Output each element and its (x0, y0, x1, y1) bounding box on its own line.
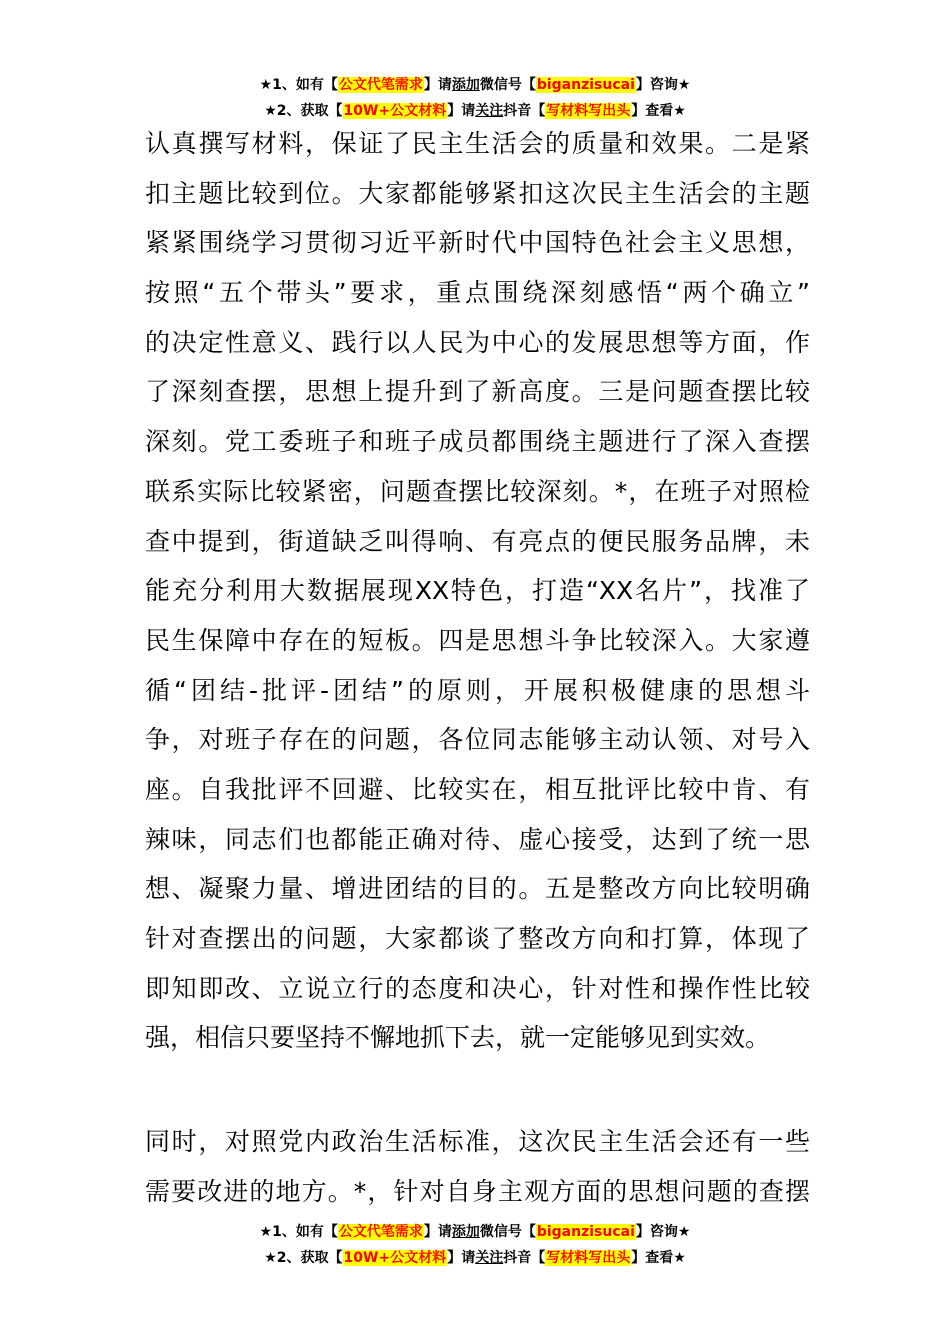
text-line: 辣味，同志们也都能正确对待、虚心接受，达到了统一思 (145, 824, 810, 854)
banner-line-1: ★1、如有【公文代笔需求】请添加微信号【biganzisucai】咨询★ (259, 1224, 691, 1240)
text-line: 即知即改、立说立行的态度和决心，针对性和操作性比较 (145, 973, 810, 1003)
banner-line-2: ★2、获取【10W+公文材料】请关注抖音【写材料写出头】查看★ (264, 1250, 686, 1266)
header-banner (0, 72, 950, 124)
star-icon: ★ (673, 1250, 686, 1266)
text-line: 扣主题比较到位。大家都能够紧扣这次民主生活会的主题 (145, 178, 810, 208)
text-line: 针对查摆出的问题，大家都谈了整改方向和打算，体现了 (145, 924, 810, 953)
star-icon: ★ (677, 77, 691, 93)
highlight-wechat-id: biganzisucai (536, 77, 635, 93)
text-line: 座。自我批评不回避、比较实在，相互批评比较中肯、有 (145, 774, 810, 804)
paragraph-1 (145, 119, 810, 1063)
highlight-materials: 10W+公文材料 (343, 103, 447, 119)
text-line: 了深刻查摆，思想上提升到了新高度。三是问题查摆比较 (145, 377, 810, 407)
text-line: 联系实际比较紧密，问题查摆比较深刻。*，在班子对照检 (145, 476, 810, 506)
footer-banner (0, 1219, 950, 1271)
text-line: 想、凝聚力量、增进团结的目的。五是整改方向比较明确 (145, 874, 810, 904)
highlight-writing-service: 公文代笔需求 (338, 1224, 423, 1240)
text-line: 争，对班子存在的问题，各位同志能够主动认领、对号入 (145, 725, 810, 755)
highlight-wechat-id: biganzisucai (536, 1224, 635, 1240)
text-line: 能充分利用大数据展现XX特色，打造“XX名片”，找准了 (145, 576, 810, 606)
highlight-writing-service: 公文代笔需求 (338, 77, 423, 93)
text-line: 紧紧围绕学习贯彻习近平新时代中国特色社会主义思想， (145, 228, 810, 258)
text-line: 需要改进的地方。*，针对自身主观方面的思想问题的查摆 (145, 1176, 810, 1206)
text-line: 深刻。党工委班子和班子成员都围绕主题进行了深入查摆 (145, 427, 810, 457)
star-icon: ★ (677, 1224, 691, 1240)
star-icon: ★ (673, 103, 686, 119)
banner-line-2: ★2、获取【10W+公文材料】请关注抖音【写材料写出头】查看★ (264, 103, 686, 119)
text-line: 强，相信只要坚持不懈地抓下去，就一定能够见到实效。 (145, 1023, 771, 1053)
text-line: 民生保障中存在的短板。四是思想斗争比较深入。大家遵 (145, 625, 810, 655)
text-line: 循“团结-批评-团结”的原则，开展积极健康的思想斗 (145, 675, 810, 705)
highlight-douyin-account: 写材料写出头 (546, 1250, 631, 1266)
banner-line-1: ★1、如有【公文代笔需求】请添加微信号【biganzisucai】咨询★ (259, 77, 691, 93)
text-line: 同时，对照党内政治生活标准，这次民主生活会还有一些 (145, 1127, 810, 1156)
paragraph-2 (145, 1117, 810, 1216)
star-icon: ★ (264, 103, 277, 119)
text-line: 按照“五个带头”要求，重点围绕深刻感悟“两个确立” (145, 278, 810, 308)
star-icon: ★ (264, 1250, 277, 1266)
text-line: 认真撰写材料，保证了民主生活会的质量和效果。二是紧 (145, 129, 810, 158)
star-icon: ★ (259, 1224, 273, 1240)
text-line: 查中提到，街道缺乏叫得响、有亮点的便民服务品牌，未 (145, 526, 810, 556)
highlight-douyin-account: 写材料写出头 (546, 103, 631, 119)
highlight-materials: 10W+公文材料 (343, 1250, 447, 1266)
star-icon: ★ (259, 77, 273, 93)
text-line: 的决定性意义、践行以人民为中心的发展思想等方面，作 (145, 327, 810, 357)
